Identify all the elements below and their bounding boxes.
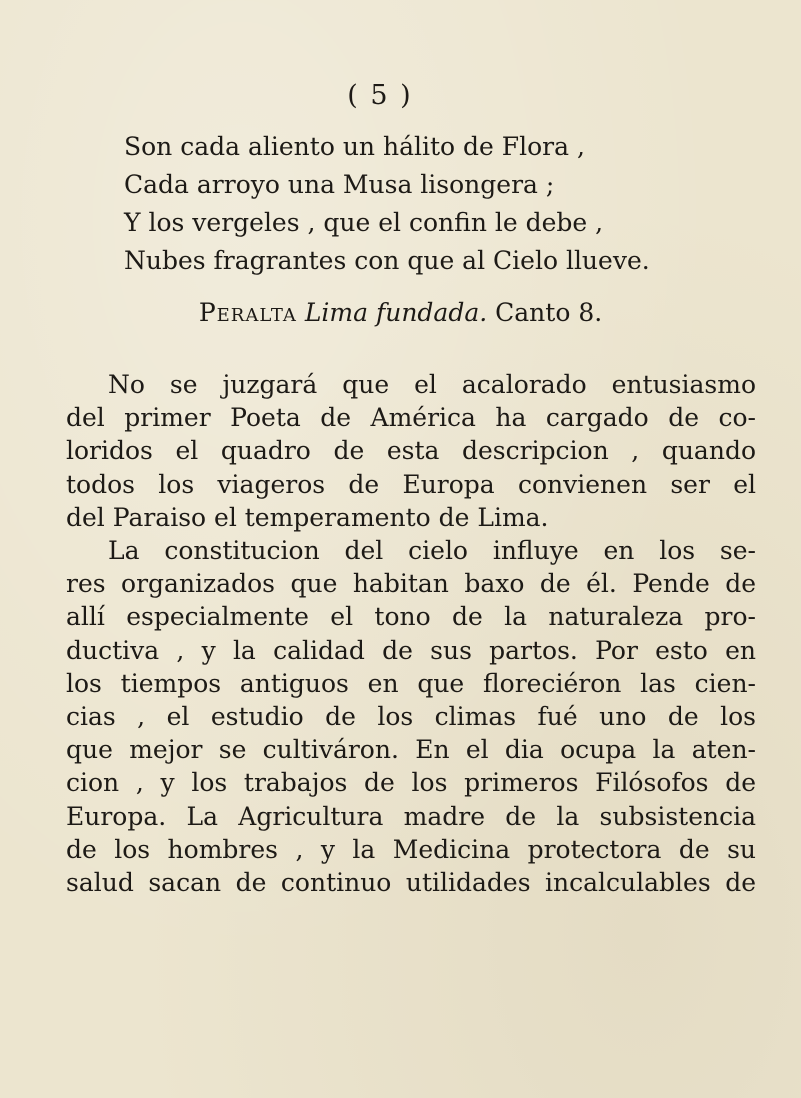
paragraph-line: allí especialmente el tono de la naturaleza pro- <box>66 602 756 632</box>
paragraph-line: res organizados que habitan baxo de él. Pende de <box>66 569 756 599</box>
paragraph-line: cion , y los trabajos de los primeros Filósofos de <box>66 768 756 798</box>
verse-line: Y los vergeles , que el confin le debe , <box>124 208 604 237</box>
paragraph-line: loridos el quadro de esta descripcion , quando <box>66 436 756 466</box>
verse-line: Son cada aliento un hálito de Flora , <box>124 132 585 161</box>
verse-line: Nubes fragrantes con que al Cielo llueve. <box>124 246 650 275</box>
citation-work: Lima fundada. <box>304 298 488 327</box>
paragraph-line: los tiempos antiguos en que floreciéron las cien- <box>66 668 756 698</box>
paragraph-line: La constitucion del cielo influye en los se- <box>108 536 756 566</box>
verse-quote <box>124 128 764 280</box>
citation-canto: Canto 8. <box>495 298 603 327</box>
paragraph-line: que mejor se cultiváron. En el dia ocupa la aten- <box>66 735 756 765</box>
paragraph-line: del primer Poeta de América ha cargado de co- <box>66 403 756 433</box>
paragraph-line: ductiva , y la calidad de sus partos. Por esto en <box>66 635 756 665</box>
paragraph-line: Europa. La Agricultura madre de la subsistencia <box>66 801 756 831</box>
citation-author: Peralta <box>198 298 297 327</box>
paragraph-line: del Paraiso el temperamento de Lima. <box>66 502 549 532</box>
page-number: ( 5 ) <box>347 80 413 111</box>
verse-line: Cada arroyo una Musa lisongera ; <box>124 170 555 199</box>
paragraph-line: todos los viageros de Europa convienen ser el <box>66 469 756 499</box>
paragraph-line: No se juzgará que el acalorado entusiasmo <box>108 370 756 399</box>
paragraph-line: salud sacan de continuo utilidades incalculables de <box>66 868 756 898</box>
verse-citation <box>0 298 801 327</box>
paragraph-line: cias , el estudio de los climas fué uno de los <box>66 702 756 732</box>
prose-body <box>66 368 756 899</box>
paragraph-line: de los hombres , y la Medicina protectora de su <box>66 834 756 864</box>
